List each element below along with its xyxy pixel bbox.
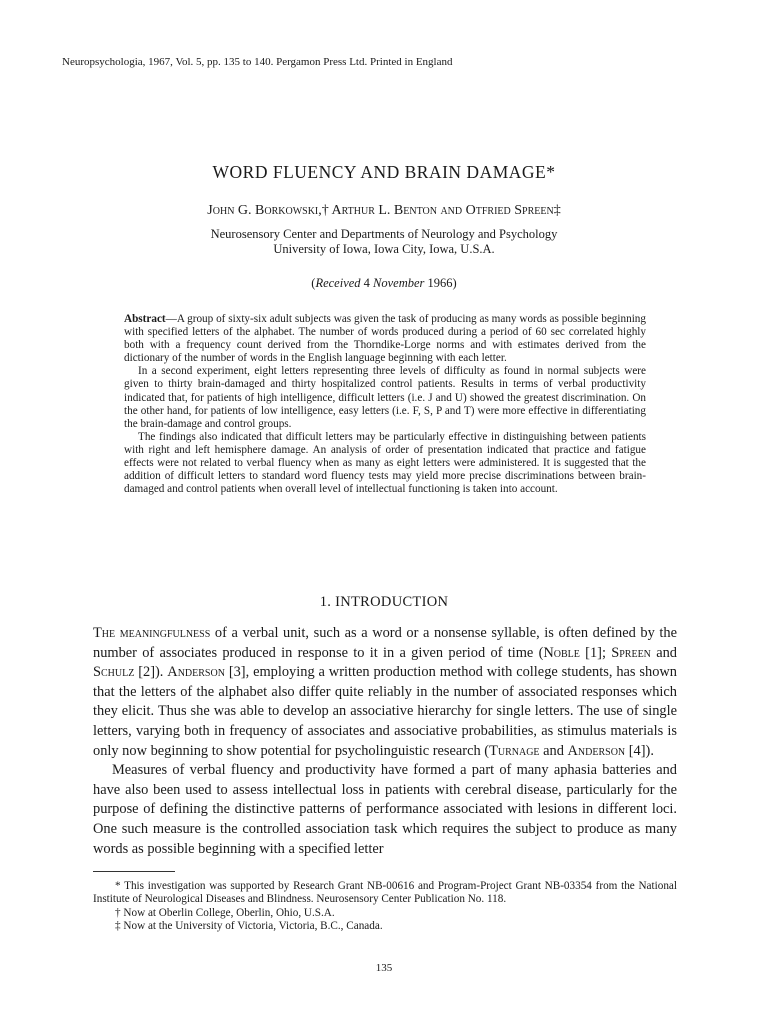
intro-text: and [539, 742, 568, 759]
intro-text: [4]). [625, 742, 654, 759]
section-heading-introduction: 1. INTRODUCTION [319, 594, 449, 610]
author-list: John G. Borkowski,† Arthur L. Benton and Otfried Spreen‡ [207, 203, 561, 218]
citation-author: Noble [543, 644, 580, 661]
intro-paragraph-1 [93, 624, 677, 761]
abstract-paragraph-3: The findings also indicated that difficult letters may be particularly effective in distinguishing between patients with right and left hemisphere damage. An analysis of order of presentation indicated that practice and fatigue effects were not related to verbal fluency when as many as eight letters were administered. It is suggested that the addition of difficult letters to standard word fluency tests may yield more precise discriminations between brain-damaged and control patients when overall level of intellectual functioning is taken into account. [124, 430, 646, 496]
citation-author: Spreen [611, 644, 651, 661]
intro-lead-in: The meaningfulness [93, 625, 211, 641]
intro-text: [1]; [579, 644, 612, 661]
received-date [0, 276, 768, 291]
intro-text: and [650, 644, 677, 661]
footnote-dagger: † Now at Oberlin College, Oberlin, Ohio, U.S.A. [115, 906, 335, 919]
received-open: ( [311, 276, 316, 290]
footnote-double-dagger: ‡ Now at the University of Victoria, Victoria, B.C., Canada. [115, 919, 383, 932]
intro-text: [2]). [134, 664, 168, 681]
journal-citation: Neuropsychologia, 1967, Vol. 5, pp. 135 to 140. Pergamon Press Ltd. Printed in England [62, 56, 453, 68]
page-number: 135 [375, 962, 393, 974]
abstract-paragraph-2: In a second experiment, eight letters representing three levels of difficulty as found in normal subjects were given to thirty brain-damaged and thirty hospitalized control patients. Results in terms of verbal productivity indicated that, for patients of high intelligence, difficult letters (i.e. J and U) showed the greatest discrimination. On the other hand, for patients of low intelligence, easy letters (i.e. F, S, P and T) were more effective in differentiating the brain-damage and control groups. [124, 365, 646, 430]
received-year: 1966) [424, 276, 457, 290]
intro-text: [3], employing a written production method with college students, has shown that the letters of the alphabet also differ quite reliably in the number of associated responses which they elicit. Thus she was able to develop an associative hierarchy for single letters. The use of single letters, varying both in frequency of associates and associative probabilities, as stimulus materials is only now beginning to show potential for psycholinguistic research ( [93, 664, 677, 759]
citation-author: Schulz [93, 664, 135, 681]
received-day: 4 [360, 276, 374, 290]
citation-author: Turnage [489, 742, 540, 759]
abstract-label: Abstract [124, 313, 166, 325]
citation-author: Anderson [167, 664, 225, 681]
abstract [124, 313, 646, 496]
intro-paragraph-2: Measures of verbal fluency and productivity have formed a part of many aphasia batteries and have also been used to assess intellectual loss in patients with cerebral disease, particularly for the purpose of defining the distinctive patterns of performance associated with lesions in different loci. One such measure is the controlled association task which requires the subject to produce as many words as possible beginning with a specified letter [93, 762, 677, 857]
affiliation-line-1: Neurosensory Center and Departments of Neurology and Psychology [210, 227, 558, 241]
abstract-paragraph-1 [124, 313, 646, 365]
footnotes [93, 880, 677, 933]
received-label: Received [315, 276, 361, 290]
intro-text: of a verbal unit, such as a word or a nonsense syllable, is often defined by the number of associates produced in response to it in a given period of time ( [93, 625, 677, 661]
introduction-body [93, 624, 677, 859]
affiliation-line-2: University of Iowa, Iowa City, Iowa, U.S.A. [273, 242, 495, 256]
paper-title: WORD FLUENCY AND BRAIN DAMAGE* [212, 162, 556, 182]
affiliation [0, 227, 768, 257]
footnote-divider [93, 871, 175, 872]
abstract-text-1: —A group of sixty-six adult subjects was given the task of producing as many words as possible beginning with specified letters of the alphabet. The number of words produced during a period of 60 sec correlated highly both with a frequency count derived from the Thorndike-Lorge norms and with estimates derived from the dictionary of the number of words in the English language beginning with each letter. [124, 313, 646, 365]
footnote-funding: * This investigation was supported by Research Grant NB-00616 and Program-Project Grant NB-03354 from the National Institute of Neurological Diseases and Blindness. Neurosensory Center Publication No. 118. [93, 880, 677, 906]
received-month: November [373, 276, 425, 290]
citation-author: Anderson [567, 742, 626, 759]
